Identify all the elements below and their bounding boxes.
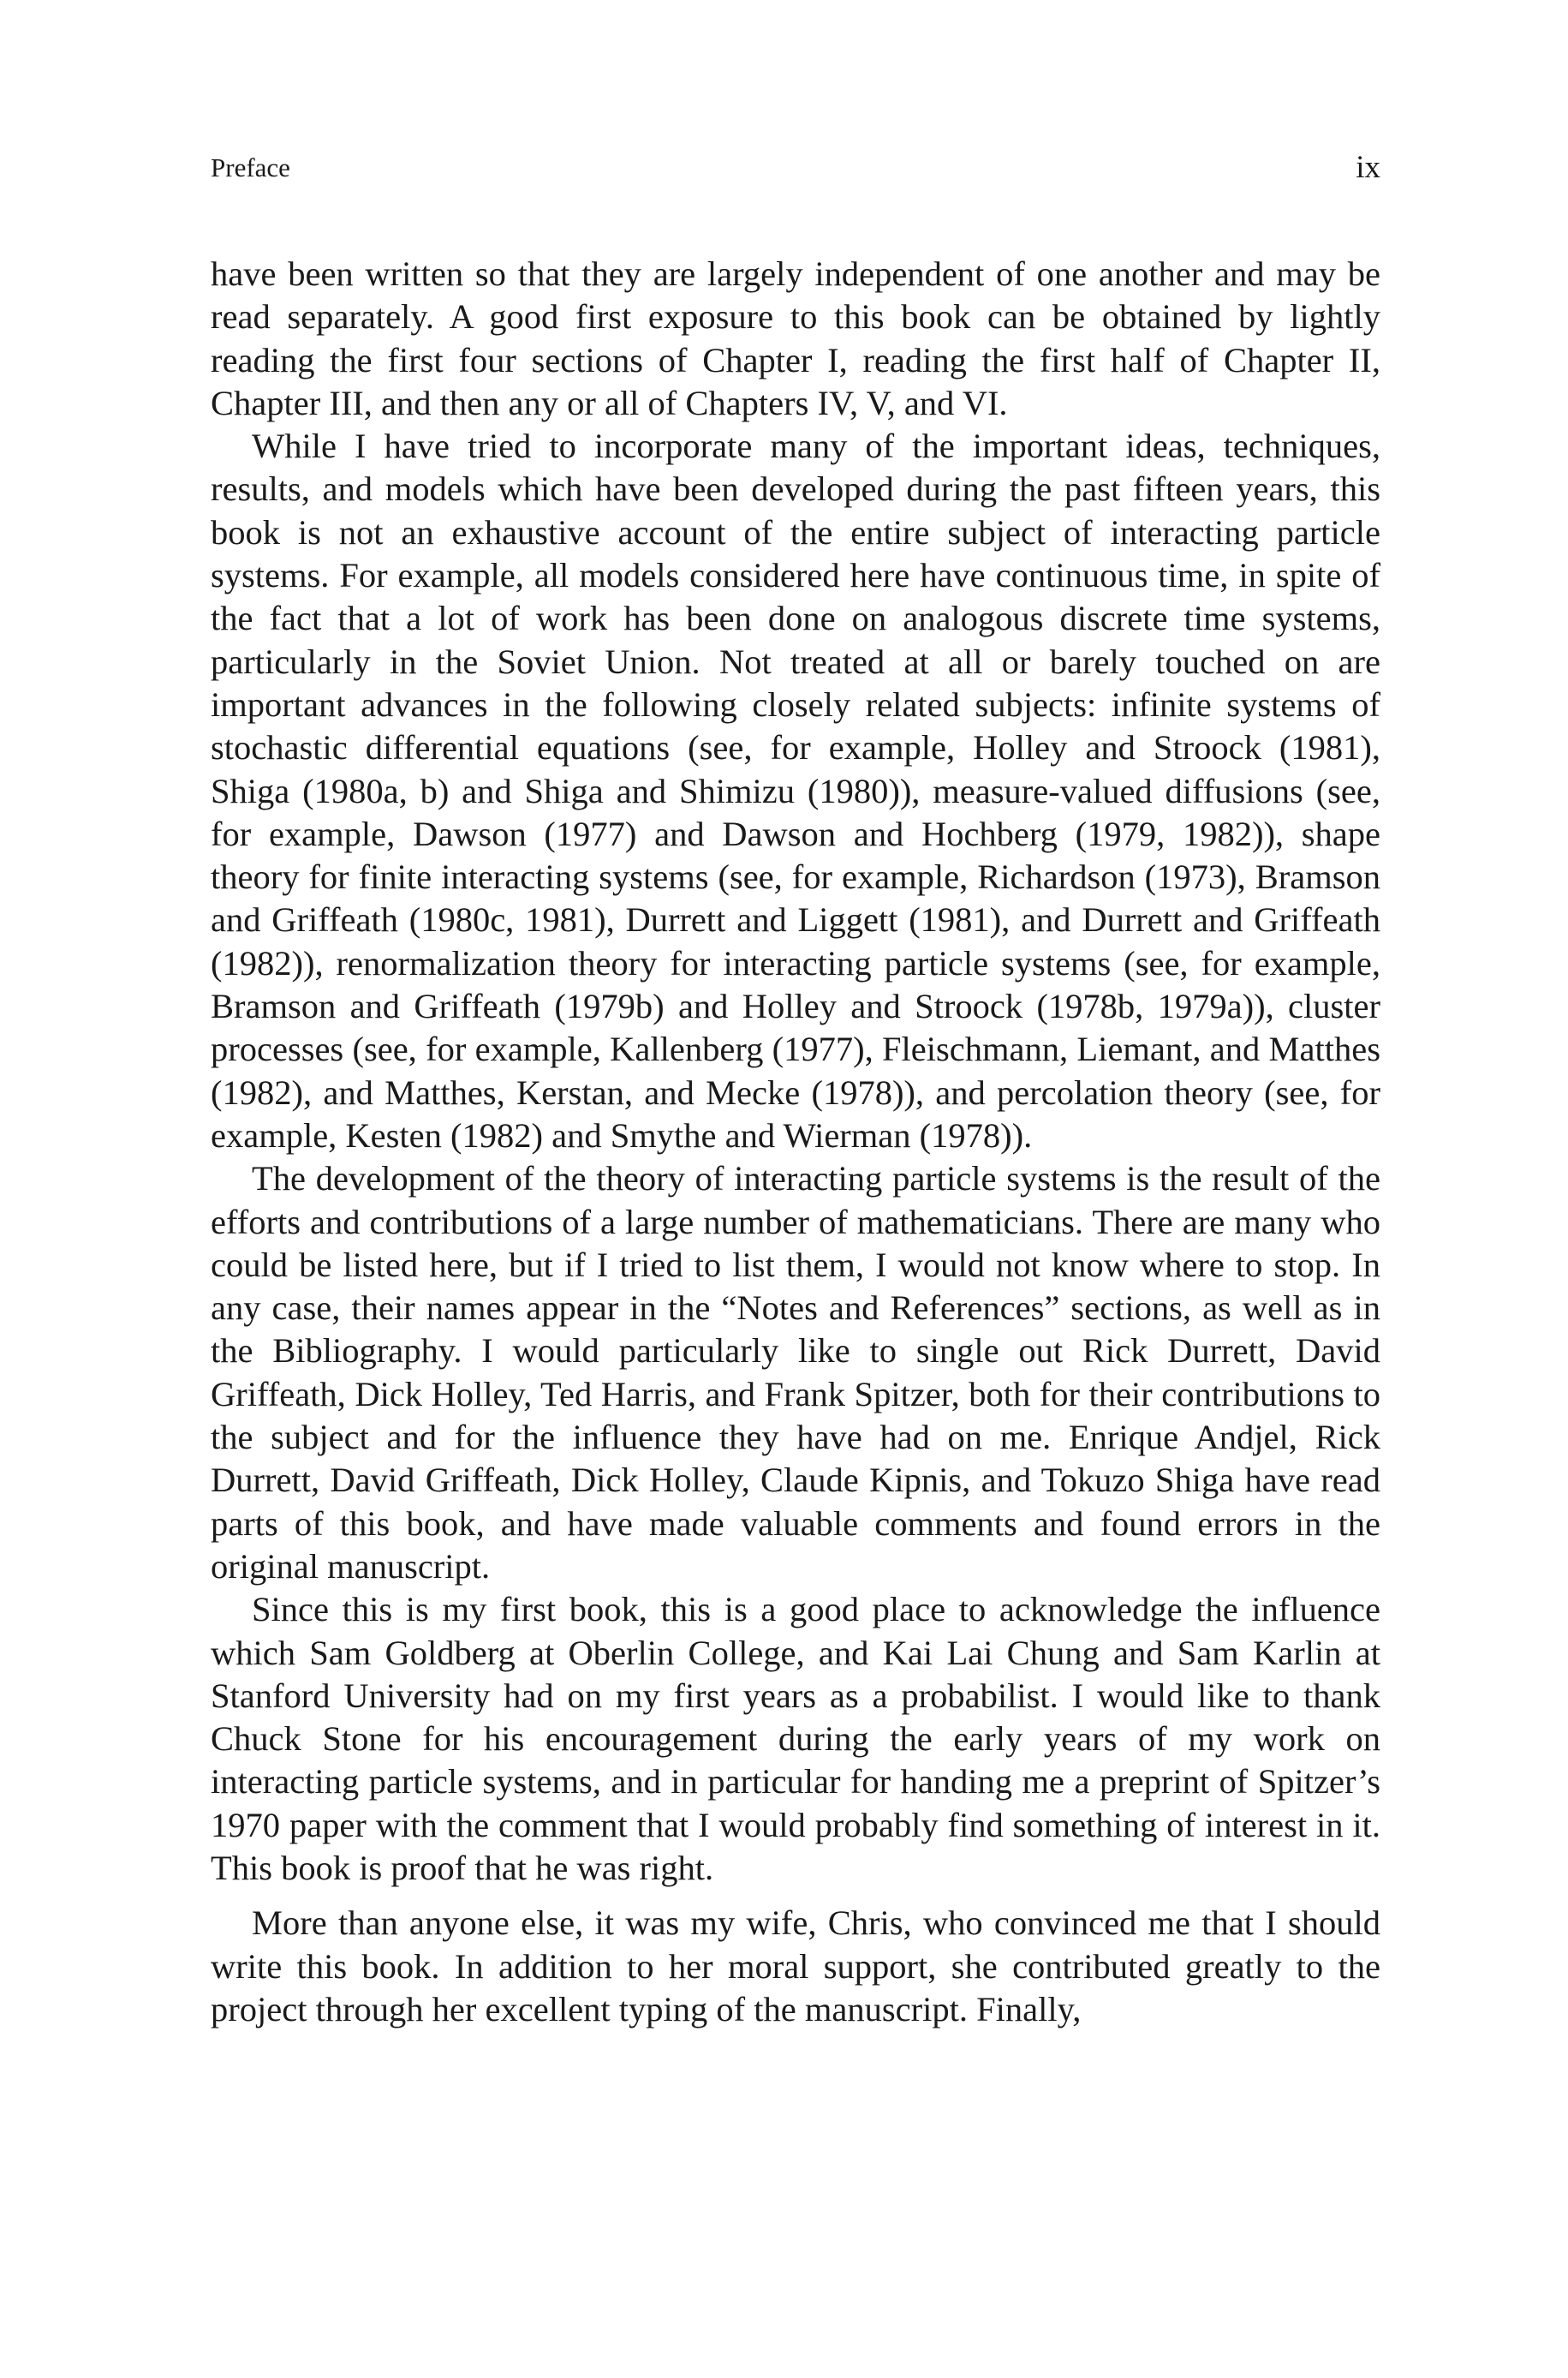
paragraph-contributors: The development of the theory of interacting particle systems is the result of the efforts and contributions of a large number of mathematicians. There are many who could be listed here, but if I tried to list them, I would not know where to stop. In any case, their names appear in the “Notes and References” sections, as well as in the Bibliography. I would particularly like to single out Rick Durrett, David Griffeath, Dick Holley, Ted Harris, and Frank Spitzer, both for their contributions to the subject and for the influence they have had on me. Enrique Andjel, Rick Durrett, David Griffeath, Dick Holley, Claude Kipnis, and Tokuzo Shiga have read parts of this book, and have made valuable comments and found errors in the original manuscript.	[211, 1159, 1380, 1586]
page-number: ix	[1356, 150, 1380, 185]
running-title: Preface	[211, 152, 290, 182]
paragraph-wife: More than anyone else, it was my wife, Chris, who convinced me that I should write this book. In addition to her moral support, she contributed greatly to the project through her excellent typing of the manuscript. Finally,	[211, 1903, 1380, 2028]
paragraph-scope: While I have tried to incorporate many of the important ideas, techniques, results, and models which have been developed during the past fifteen years, this book is not an exhaustive account of the entire subject of interacting particle systems. For example, all models considered here have continuous time, in spite of the fact that a lot of work has been done on analogous discrete time systems, particularly in the Soviet Union. Not treated at all or barely touched on are important advances in the following closely related subjects: infinite systems of stochastic differential equations (see, for example, Holley and Stroock (1981), Shiga (1980a, b) and Shiga and Shimizu (1980)), measure-valued diffusions (see, for example, Dawson (1977) and Dawson and Hochberg (1979, 1982)), shape theory for finite interacting systems (see, for example, Richardson (1973), Bramson and Griffeath (1980c, 1981), Durrett and Liggett (1981), and Durrett and Griffeath (1982)), renormalization theory for interacting particle systems (see, for example, Bramson and Griffeath (1979b) and Holley and Stroock (1978b, 1979a)), cluster processes (see, for example, Kallenberg (1977), Fleischmann, Liemant, and Matthes (1982), and Matthes, Kerstan, and Mecke (1978)), and percolation theory (see, for example, Kesten (1982) and Smythe and Wierman (1978)).	[211, 427, 1380, 1155]
body-text	[211, 253, 1380, 2031]
running-head	[211, 151, 1380, 188]
paragraph-reading-guide: have been written so that they are largely independent of one another and may be read separately. A good first exposure to this book can be obtained by lightly reading the first four sections of Chapter I, reading the first half of Chapter II, Chapter III, and then any or all of Chapters IV, V, and VI.	[211, 254, 1380, 422]
paragraph-acknowledgments: Since this is my first book, this is a good place to acknowledge the influence which Sam Goldberg at Oberlin College, and Kai Lai Chung and Sam Karlin at Stanford University had on my first years as a probabilist. I would like to thank Chuck Stone for his encouragement during the early years of my work on interacting particle systems, and in particular for handing me a preprint of Spitzer’s 1970 paper with the comment that I would probably find something of interest in it. This book is proof that he was right.	[211, 1590, 1380, 1887]
